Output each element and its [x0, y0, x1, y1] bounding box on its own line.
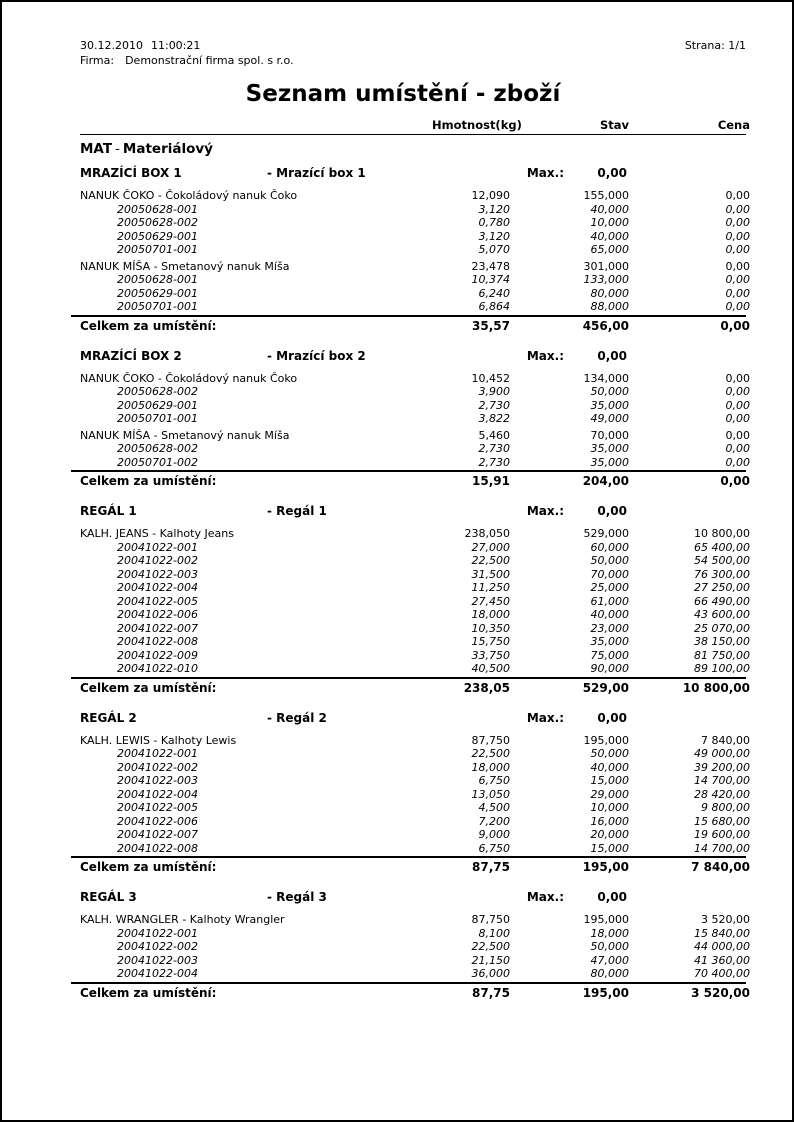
batch-stav: 23,000 — [590, 621, 629, 635]
batch-id: 20050628-002 — [117, 385, 198, 398]
batch-stav: 50,000 — [590, 385, 629, 398]
batch-stav: 47,000 — [590, 953, 629, 967]
firm-label: Firma: — [80, 54, 115, 67]
batch-row — [80, 540, 750, 555]
item-stav: 301,000 — [583, 259, 629, 273]
batch-cena: 70 400,00 — [694, 967, 750, 980]
batch-row — [80, 828, 750, 842]
max-label: Max.: — [526, 348, 564, 363]
location-name: - Regál 3 — [267, 890, 327, 904]
batch-cena: 28 420,00 — [694, 787, 750, 801]
batch-cena: 0,00 — [725, 202, 750, 216]
batch-row — [80, 202, 750, 217]
batch-id: 20050628-002 — [117, 216, 198, 229]
location-total-row — [71, 856, 750, 875]
batch-cena: 41 360,00 — [694, 953, 750, 967]
location-rows — [80, 527, 750, 676]
batch-stav: 10,000 — [590, 216, 629, 229]
batch-row — [80, 442, 750, 456]
total-hmotnost: 87,75 — [472, 985, 510, 1000]
item-row — [80, 189, 750, 203]
column-header-row — [80, 117, 750, 135]
location-total-row — [71, 677, 750, 696]
batch-hmotnost: 3,822 — [478, 412, 510, 425]
batch-cena: 54 500,00 — [694, 554, 750, 567]
batch-stav: 40,000 — [590, 760, 629, 774]
total-label: Celkem za umístění: — [80, 680, 217, 695]
batch-row — [80, 608, 750, 622]
batch-hmotnost: 6,864 — [478, 300, 510, 313]
batch-id: 20041022-006 — [117, 814, 198, 828]
group-separator: - — [115, 141, 120, 157]
location-section — [80, 710, 750, 876]
batch-cena: 9 800,00 — [701, 801, 750, 814]
item-row — [80, 371, 750, 386]
location-total-row — [71, 470, 750, 489]
batch-row — [80, 801, 750, 815]
total-stav: 456,00 — [582, 318, 629, 333]
item-cena: 10 800,00 — [694, 527, 750, 540]
batch-id: 20041022-010 — [117, 662, 198, 675]
batch-stav: 70,000 — [590, 567, 629, 581]
location-header — [80, 349, 746, 364]
location-name: - Regál 2 — [267, 710, 327, 725]
location-rows — [80, 371, 750, 470]
firm-name: Demonstrační firma spol. s r.o. — [125, 54, 294, 67]
item-cena: 0,00 — [725, 259, 750, 273]
batch-hmotnost: 21,150 — [471, 953, 510, 967]
total-stav: 195,00 — [582, 860, 629, 874]
batch-hmotnost: 2,730 — [478, 398, 510, 412]
item-row — [80, 527, 750, 541]
batch-row — [80, 747, 750, 761]
batch-id: 20041022-009 — [117, 648, 198, 662]
item-cena: 0,00 — [725, 371, 750, 385]
batch-stav: 40,000 — [590, 229, 629, 243]
batch-cena: 89 100,00 — [694, 662, 750, 675]
batch-stav: 35,000 — [590, 455, 629, 469]
item-row — [80, 259, 750, 274]
location-rows — [80, 913, 750, 981]
max-label: Max.: — [526, 890, 564, 904]
total-label: Celkem za umístění: — [80, 860, 217, 874]
batch-hmotnost: 0,780 — [478, 216, 510, 229]
batch-id: 20050629-001 — [117, 398, 198, 412]
batch-id: 20050629-001 — [117, 286, 198, 300]
location-total-row — [71, 982, 750, 1001]
batch-cena: 38 150,00 — [694, 635, 750, 648]
batch-cena: 0,00 — [725, 398, 750, 412]
batch-row — [80, 554, 750, 568]
batch-stav: 80,000 — [590, 286, 629, 300]
batch-stav: 40,000 — [590, 608, 629, 621]
column-spacer — [80, 117, 432, 133]
batch-cena: 65 400,00 — [694, 540, 750, 554]
batch-row — [80, 621, 750, 636]
max-value: 0,00 — [597, 348, 627, 363]
batch-stav: 35,000 — [590, 635, 629, 648]
batch-cena: 19 600,00 — [694, 828, 750, 841]
batch-stav: 25,000 — [590, 581, 629, 594]
batch-id: 20041022-008 — [117, 635, 198, 648]
batch-row — [80, 455, 750, 470]
report-title: Seznam umístění - zboží — [245, 81, 561, 107]
batch-stav: 40,000 — [590, 202, 629, 216]
batch-id: 20041022-003 — [117, 567, 198, 581]
batch-hmotnost: 40,500 — [471, 662, 510, 675]
batch-row — [80, 385, 750, 399]
sections — [80, 166, 750, 1001]
report-header — [80, 38, 746, 68]
batch-hmotnost: 22,500 — [471, 747, 510, 760]
total-cena: 10 800,00 — [682, 680, 750, 695]
batch-id: 20041022-004 — [117, 581, 198, 594]
batch-id: 20041022-001 — [117, 747, 198, 760]
column-cena: Cena — [717, 118, 750, 132]
batch-id: 20041022-006 — [117, 608, 198, 621]
batch-cena: 39 200,00 — [694, 760, 750, 774]
item-cena: 7 840,00 — [701, 733, 750, 747]
location-name: - Mrazící box 1 — [267, 166, 366, 180]
batch-stav: 65,000 — [590, 243, 629, 256]
location-header — [80, 166, 746, 181]
batch-cena: 0,00 — [725, 216, 750, 229]
batch-hmotnost: 22,500 — [471, 940, 510, 953]
batch-row — [80, 216, 750, 230]
total-cena: 0,00 — [720, 474, 750, 488]
batch-cena: 0,00 — [725, 412, 750, 425]
batch-cena: 0,00 — [725, 229, 750, 243]
batch-stav: 50,000 — [590, 747, 629, 760]
item-hmotnost: 5,460 — [478, 428, 510, 442]
location-rows — [80, 733, 750, 856]
batch-cena: 0,00 — [725, 273, 750, 286]
location-header — [80, 504, 746, 519]
item-hmotnost: 12,090 — [471, 189, 510, 202]
batch-cena: 43 600,00 — [694, 608, 750, 621]
print-date: 30.12.2010 — [80, 39, 143, 52]
max-label: Max.: — [526, 710, 564, 725]
location-code: REGÁL 2 — [80, 710, 137, 725]
location-name: - Regál 1 — [267, 504, 327, 518]
item-stav: 155,000 — [583, 189, 629, 202]
batch-id: 20050701-001 — [117, 300, 198, 313]
batch-stav: 61,000 — [590, 594, 629, 608]
total-hmotnost: 35,57 — [472, 318, 510, 333]
item-name: KALH. WRANGLER - Kalhoty Wrangler — [80, 913, 285, 926]
batch-cena: 49 000,00 — [694, 747, 750, 760]
print-time: 11:00:21 — [150, 39, 201, 52]
batch-hmotnost: 7,200 — [478, 814, 510, 828]
batch-stav: 133,000 — [583, 273, 629, 286]
batch-hmotnost: 22,500 — [471, 554, 510, 567]
batch-id: 20050701-002 — [117, 455, 198, 469]
item-stav: 529,000 — [583, 527, 629, 540]
total-label: Celkem za umístění: — [80, 318, 217, 333]
batch-hmotnost: 11,250 — [471, 581, 510, 594]
batch-hmotnost: 36,000 — [471, 967, 510, 980]
item-name: KALH. LEWIS - Kalhoty Lewis — [80, 733, 237, 747]
item-stav: 70,000 — [590, 428, 629, 442]
batch-stav: 49,000 — [590, 412, 629, 425]
column-stav: Stav — [599, 118, 629, 132]
group-name: Materiálový — [122, 141, 213, 157]
total-cena: 7 840,00 — [691, 860, 750, 874]
item-row — [80, 428, 750, 443]
batch-stav: 20,000 — [590, 828, 629, 841]
batch-id: 20041022-005 — [117, 594, 198, 608]
batch-cena: 14 700,00 — [694, 841, 750, 855]
location-section — [80, 348, 750, 490]
location-code: MRAZÍCÍ BOX 2 — [80, 348, 182, 363]
batch-row — [80, 286, 750, 301]
location-header-spacer — [627, 166, 746, 181]
total-label: Celkem za umístění: — [80, 474, 217, 488]
item-row — [80, 733, 750, 748]
batch-id: 20050701-001 — [117, 412, 198, 425]
item-row — [80, 913, 750, 927]
batch-hmotnost: 27,000 — [471, 540, 510, 554]
item-name: NANUK MÍŠA - Smetanový nanuk Míša — [80, 259, 290, 273]
batch-id: 20041022-002 — [117, 940, 198, 953]
batch-row — [80, 273, 750, 287]
batch-hmotnost: 18,000 — [471, 760, 510, 774]
batch-hmotnost: 3,120 — [478, 202, 510, 216]
total-cena: 3 520,00 — [691, 985, 750, 1000]
batch-hmotnost: 31,500 — [471, 567, 510, 581]
max-label: Max.: — [526, 166, 564, 180]
batch-stav: 80,000 — [590, 967, 629, 980]
batch-cena: 14 700,00 — [694, 774, 750, 787]
batch-hmotnost: 6,240 — [478, 286, 510, 300]
batch-hmotnost: 2,730 — [478, 442, 510, 455]
batch-hmotnost: 9,000 — [478, 828, 510, 841]
batch-stav: 15,000 — [590, 774, 629, 787]
item-hmotnost: 87,750 — [471, 733, 510, 747]
batch-cena: 81 750,00 — [694, 648, 750, 662]
batch-stav: 75,000 — [590, 648, 629, 662]
batch-cena: 0,00 — [725, 286, 750, 300]
batch-stav: 35,000 — [590, 398, 629, 412]
item-hmotnost: 87,750 — [471, 913, 510, 926]
batch-cena: 0,00 — [725, 300, 750, 313]
batch-stav: 50,000 — [590, 940, 629, 953]
batch-hmotnost: 2,730 — [478, 455, 510, 469]
item-stav: 134,000 — [583, 371, 629, 385]
batch-id: 20041022-005 — [117, 801, 198, 814]
batch-cena: 25 070,00 — [694, 621, 750, 635]
batch-row — [80, 243, 750, 257]
location-header-spacer — [627, 711, 746, 726]
batch-cena: 0,00 — [725, 455, 750, 469]
report-header-left — [80, 38, 294, 68]
max-value: 0,00 — [597, 890, 627, 904]
item-stav: 195,000 — [583, 913, 629, 926]
batch-row — [80, 814, 750, 829]
batch-row — [80, 841, 750, 856]
batch-hmotnost: 18,000 — [471, 608, 510, 621]
batch-row — [80, 953, 750, 968]
batch-cena: 0,00 — [725, 442, 750, 455]
batch-cena: 0,00 — [725, 385, 750, 398]
batch-id: 20041022-002 — [117, 760, 198, 774]
location-header-spacer — [627, 504, 746, 519]
location-code: MRAZÍCÍ BOX 1 — [80, 166, 182, 180]
location-rows — [80, 189, 750, 314]
total-hmotnost: 87,75 — [472, 860, 510, 874]
group-code: MAT — [80, 141, 113, 157]
batch-id: 20041022-008 — [117, 841, 198, 855]
batch-row — [80, 648, 750, 663]
batch-hmotnost: 27,450 — [471, 594, 510, 608]
batch-row — [80, 760, 750, 775]
batch-id: 20041022-002 — [117, 554, 198, 567]
batch-stav: 16,000 — [590, 814, 629, 828]
batch-id: 20041022-003 — [117, 774, 198, 787]
batch-id: 20041022-003 — [117, 953, 198, 967]
batch-row — [80, 774, 750, 788]
batch-hmotnost: 10,350 — [471, 621, 510, 635]
batch-stav: 60,000 — [590, 540, 629, 554]
batch-id: 20041022-004 — [117, 787, 198, 801]
total-stav: 195,00 — [582, 985, 629, 1000]
batch-id: 20041022-004 — [117, 967, 198, 980]
batch-cena: 15 680,00 — [694, 814, 750, 828]
firm-line — [80, 53, 294, 68]
item-name: KALH. JEANS - Kalhoty Jeans — [80, 527, 234, 540]
location-section — [80, 890, 750, 1001]
location-header-spacer — [627, 349, 746, 364]
batch-row — [80, 229, 750, 244]
batch-stav: 88,000 — [590, 300, 629, 313]
location-header — [80, 890, 746, 905]
batch-hmotnost: 13,050 — [471, 787, 510, 801]
item-name: NANUK ČOKO - Čokoládový nanuk Čoko — [80, 189, 298, 202]
batch-row — [80, 787, 750, 802]
batch-cena: 15 840,00 — [694, 926, 750, 940]
batch-id: 20050701-001 — [117, 243, 198, 256]
total-hmotnost: 238,05 — [463, 680, 510, 695]
batch-hmotnost: 6,750 — [478, 774, 510, 787]
batch-cena: 66 490,00 — [694, 594, 750, 608]
location-name: - Mrazící box 2 — [267, 348, 366, 363]
batch-id: 20050628-002 — [117, 442, 198, 455]
batch-id: 20041022-001 — [117, 540, 198, 554]
batch-row — [80, 581, 750, 595]
location-section — [80, 504, 750, 696]
max-label: Max.: — [526, 504, 564, 518]
location-header — [80, 711, 746, 726]
total-label: Celkem za umístění: — [80, 985, 217, 1000]
batch-hmotnost: 10,374 — [471, 273, 510, 286]
item-stav: 195,000 — [583, 733, 629, 747]
item-cena: 0,00 — [725, 428, 750, 442]
batch-hmotnost: 3,900 — [478, 385, 510, 398]
location-code: REGÁL 3 — [80, 890, 137, 904]
item-name: NANUK MÍŠA - Smetanový nanuk Míša — [80, 428, 290, 442]
batch-cena: 76 300,00 — [694, 567, 750, 581]
item-hmotnost: 10,452 — [471, 371, 510, 385]
total-stav: 204,00 — [582, 474, 629, 488]
batch-hmotnost: 3,120 — [478, 229, 510, 243]
batch-id: 20050628-001 — [117, 273, 198, 286]
batch-stav: 10,000 — [590, 801, 629, 814]
max-value: 0,00 — [597, 166, 627, 180]
max-value: 0,00 — [597, 710, 627, 725]
batch-hmotnost: 33,750 — [471, 648, 510, 662]
batch-hmotnost: 4,500 — [478, 801, 510, 814]
batch-row — [80, 567, 750, 582]
item-name: NANUK ČOKO - Čokoládový nanuk Čoko — [80, 371, 298, 385]
batch-hmotnost: 8,100 — [478, 926, 510, 940]
batch-row — [80, 594, 750, 609]
batch-id: 20041022-001 — [117, 926, 198, 940]
batch-row — [80, 300, 750, 314]
print-datetime — [80, 38, 294, 53]
location-total-row — [71, 315, 750, 334]
column-hmotnost: Hmotnost(kg) — [432, 118, 522, 132]
batch-stav: 29,000 — [590, 787, 629, 801]
item-cena: 0,00 — [725, 189, 750, 202]
batch-stav: 18,000 — [590, 926, 629, 940]
total-stav: 529,00 — [582, 680, 629, 695]
item-hmotnost: 238,050 — [464, 527, 510, 540]
batch-hmotnost: 5,070 — [478, 243, 510, 256]
batch-id: 20050628-001 — [117, 202, 198, 216]
max-value: 0,00 — [597, 504, 627, 518]
batch-row — [80, 967, 750, 981]
batch-row — [80, 398, 750, 413]
location-section — [80, 166, 750, 334]
group-header — [80, 141, 746, 158]
batch-hmotnost: 15,750 — [471, 635, 510, 648]
item-hmotnost: 23,478 — [471, 259, 510, 273]
batch-cena: 0,00 — [725, 243, 750, 256]
batch-row — [80, 662, 750, 676]
batch-hmotnost: 6,750 — [478, 841, 510, 855]
batch-id: 20041022-007 — [117, 621, 198, 635]
location-header-spacer — [627, 890, 746, 905]
batch-row — [80, 940, 750, 954]
total-cena: 0,00 — [720, 318, 750, 333]
location-code: REGÁL 1 — [80, 504, 137, 518]
batch-cena: 44 000,00 — [694, 940, 750, 953]
batch-cena: 27 250,00 — [694, 581, 750, 594]
batch-row — [80, 926, 750, 941]
batch-id: 20050629-001 — [117, 229, 198, 243]
item-cena: 3 520,00 — [701, 913, 750, 926]
batch-stav: 35,000 — [590, 442, 629, 455]
batch-stav: 15,000 — [590, 841, 629, 855]
batch-row — [80, 412, 750, 426]
batch-row — [80, 635, 750, 649]
batch-id: 20041022-007 — [117, 828, 198, 841]
batch-stav: 50,000 — [590, 554, 629, 567]
total-hmotnost: 15,91 — [472, 474, 510, 488]
batch-stav: 90,000 — [590, 662, 629, 675]
page-number: Strana: 1/1 — [684, 39, 746, 52]
